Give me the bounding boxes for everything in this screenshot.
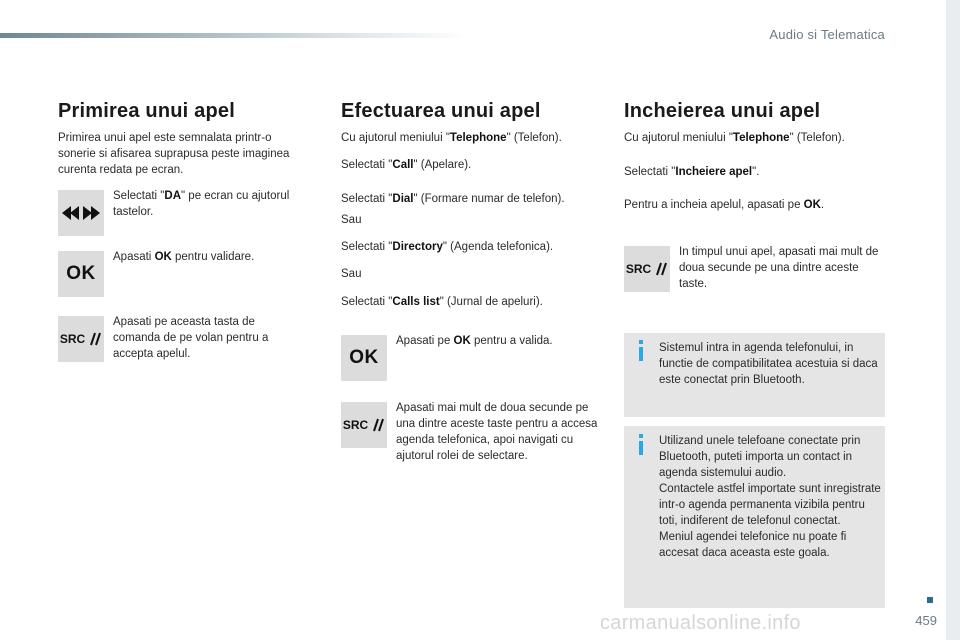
receive-step-select: Selectati "DA" pe ecran cu ajutorul tastelor. [113,190,290,218]
ok-button[interactable] [58,251,104,297]
end-line-hangup: Selectati "Incheiere apel". [624,166,760,178]
watermark: carmanualsonline.info [600,612,801,634]
make-line-directory: Selectati "Directory" (Agenda telefonica). [341,241,554,253]
src-label: SRC [342,418,369,432]
end-line-telephone: Cu ajutorul meniului "Telephone" (Telefon). [624,132,845,144]
ok-label: OK [349,347,379,368]
src-button-end[interactable] [624,246,670,292]
heading-make-call: Efectuarea unui apel [341,100,541,122]
page-edge-strip [946,0,960,640]
src-label: SRC [59,332,86,346]
info-icon [639,434,643,438]
arrow-keys-button[interactable] [58,190,104,236]
header-accent-bar [0,33,470,38]
info-box-agenda [624,333,885,417]
info-text-import: Utilizand unele telefoane conectate prin Bluetooth, puteti importa un contact in agenda sistemului audio. Contactele astfel importate sunt inregistrate intr-o agenda permanenta vizibila pentru toti, indiferent de telefonul conectat. Meniul agendei telefonice nu poate fi accesat daca aceasta este goala. [659,435,881,559]
make-line-call: Selectati "Call" (Apelare). [341,159,472,171]
src-button-make[interactable] [341,402,387,448]
section-title: Audio si Telematica [769,27,885,42]
prev-next-arrows-icon [61,205,101,221]
make-or-1: Sau [341,214,362,226]
src-button[interactable] [58,316,104,362]
ok-label: OK [66,263,96,284]
receive-step-src: Apasati pe aceasta tasta de comanda de pe volan pentru a accepta apelul. [113,316,269,360]
phone-slash-icon [371,418,385,432]
heading-end-call: Incheierea unui apel [624,100,821,122]
make-line-telephone: Cu ajutorul meniului "Telephone" (Telefon). [341,132,562,144]
end-line-ok: Pentru a incheia apelul, apasati pe OK. [624,199,825,211]
receive-intro: Primirea unui apel este semnalata printr-o sonerie si afisarea suprapusa peste imaginea curenta redata pe ecran. [58,132,290,176]
page-marker [927,597,933,603]
phone-slash-icon [88,332,102,346]
receive-step-ok: Apasati OK pentru validare. [113,251,255,263]
make-line-calls-list: Selectati "Calls list" (Jurnal de apeluri). [341,296,543,308]
make-or-2: Sau [341,268,362,280]
info-icon [639,340,643,344]
column-make-call [341,100,601,123]
make-step-src: Apasati mai mult de doua secunde pe una dintre aceste taste pentru a accesa agenda telefonica, apoi navigati cu ajutorul rolei de selectare. [396,402,598,462]
src-label: SRC [625,262,652,276]
phone-slash-icon [654,262,668,276]
heading-receive-call: Primirea unui apel [58,100,235,122]
make-step-ok: Apasati pe OK pentru a valida. [396,335,553,347]
make-line-dial: Selectati "Dial" (Formare numar de telefon). [341,193,565,205]
page-number: 459 [915,613,937,628]
column-receive-call [58,100,313,123]
info-box-import [624,426,885,608]
info-text-agenda: Sistemul intra in agenda telefonului, in functie de compatibilitatea acestuia si daca este conectat prin Bluetooth. [659,342,878,386]
column-end-call [624,100,884,123]
end-step-src: In timpul unui apel, apasati mai mult de doua secunde pe una dintre aceste taste. [679,246,879,290]
ok-button-make[interactable] [341,335,387,381]
